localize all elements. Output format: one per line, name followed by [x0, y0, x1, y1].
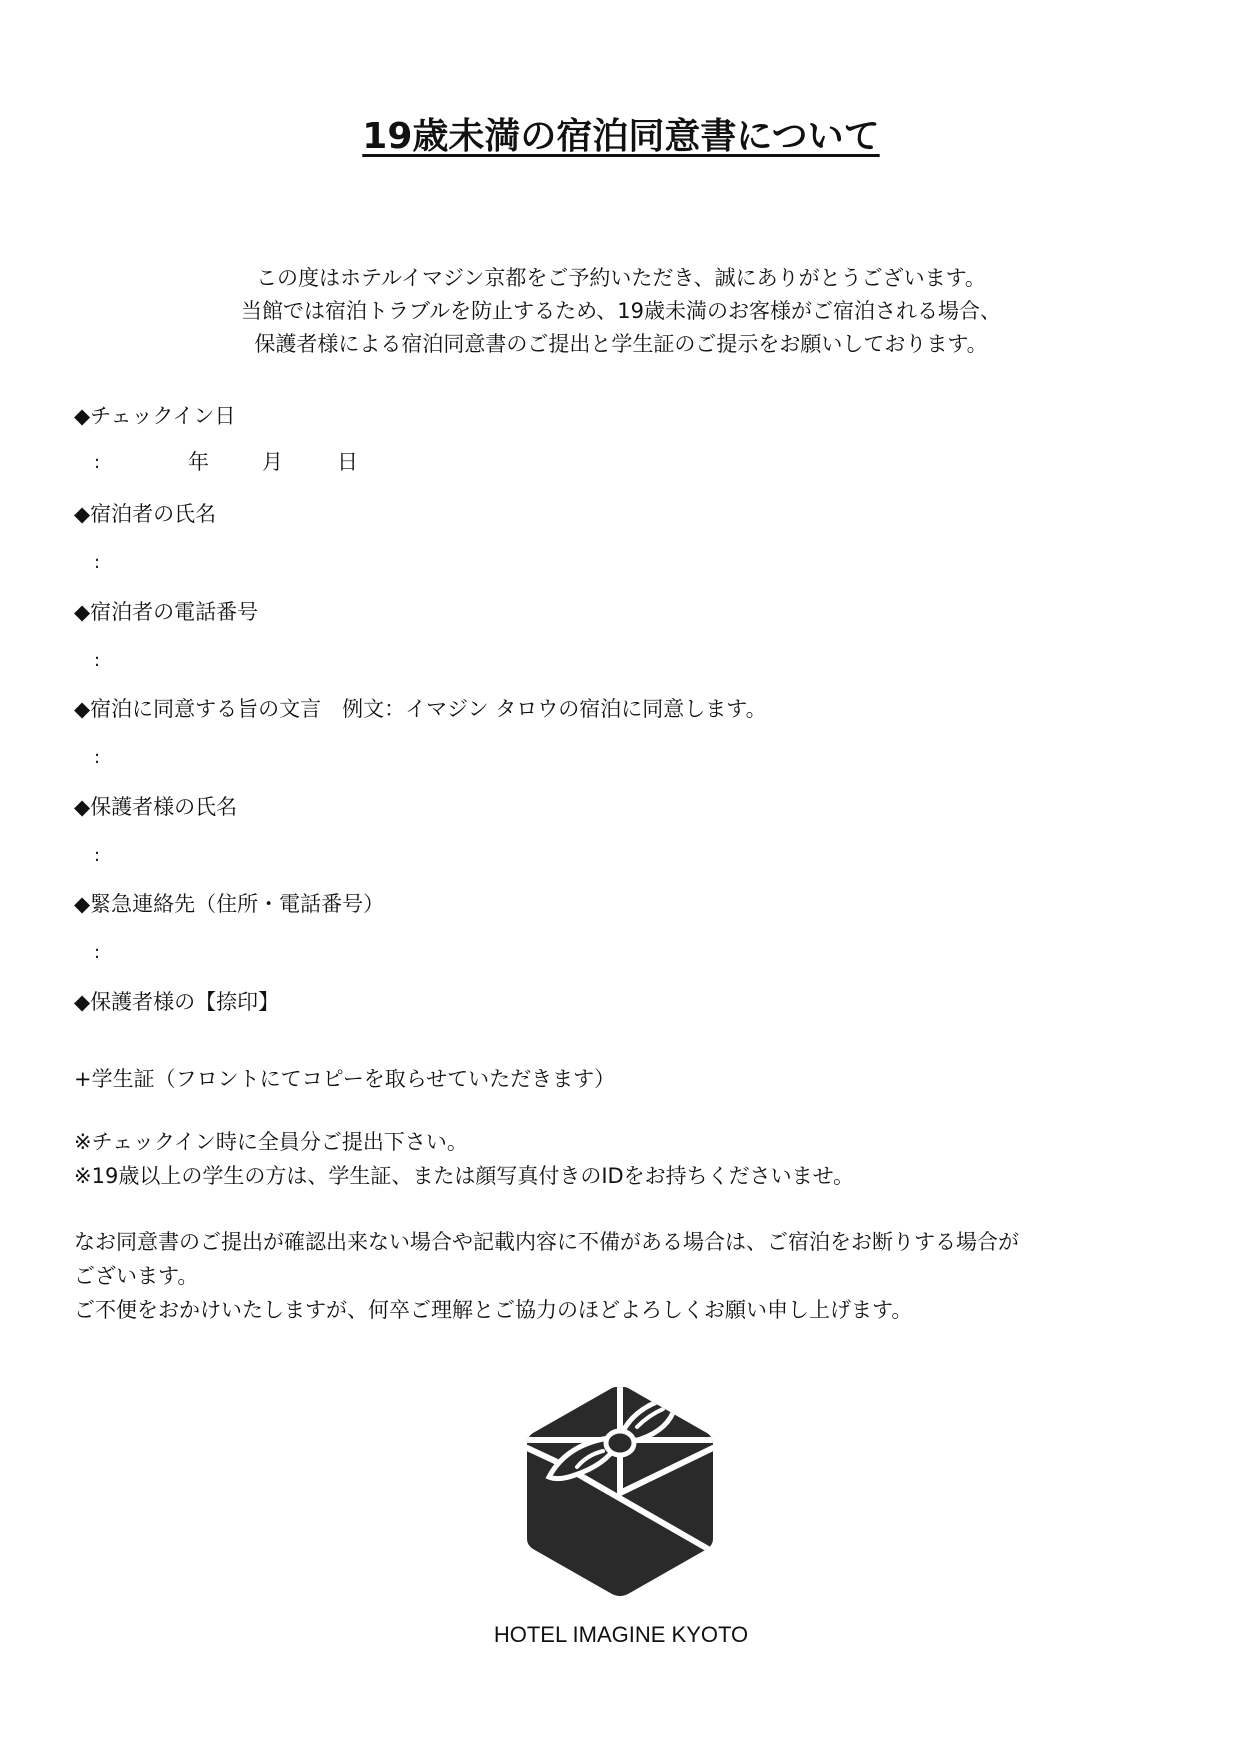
field-colon-consent-statement: :: [94, 747, 101, 768]
date-month-label: 月: [262, 450, 283, 474]
field-colon-checkin-date: :: [94, 452, 101, 473]
field-colon-guardian-name: :: [94, 845, 101, 866]
date-day-label: 日: [337, 450, 358, 474]
page-title-text: 19歳未満の宿泊同意書について: [362, 116, 880, 157]
date-year-label: 年: [188, 450, 209, 474]
closing-line: なお同意書のご提出が確認出来ない場合や記載内容に不備がある場合は、ご宿泊をお断りする場合が: [74, 1230, 1019, 1254]
field-label-checkin-date: ◆チェックイン日: [74, 404, 236, 428]
field-colon-guest-phone: :: [94, 650, 101, 671]
field-label-guest-phone: ◆宿泊者の電話番号: [74, 600, 259, 624]
intro-line: 当館では宿泊トラブルを防止するため、19歳未満のお客様がご宿泊される場合、: [240, 299, 1002, 323]
gift-box-hexagon-logo-icon: [525, 1385, 715, 1597]
closing-line: ご不便をおかけいたしますが、何卒ご理解とご協力のほどよろしくお願い申し上げます。: [74, 1298, 913, 1322]
field-label-guardian-seal: ◆保護者様の【捺印】: [74, 990, 280, 1014]
note-line: ※19歳以上の学生の方は、学生証、または顔写真付きのIDをお持ちくださいませ。: [74, 1164, 855, 1188]
field-label-guardian-name: ◆保護者様の氏名: [74, 795, 238, 819]
field-label-guest-name: ◆宿泊者の氏名: [74, 502, 217, 526]
closing-line: ございます。: [74, 1264, 199, 1288]
intro-line: この度はホテルイマジン京都をご予約いただき、誠にありがとうございます。: [256, 266, 986, 290]
field-label-consent-statement: ◆宿泊に同意する旨の文言 例文：イマジン タロウの宿泊に同意します。: [74, 697, 767, 721]
brand-name: HOTEL IMAGINE KYOTO: [493, 1622, 749, 1647]
field-colon-emergency-contact: :: [94, 942, 101, 963]
field-colon-guest-name: :: [94, 552, 101, 573]
student-id-note: +学生証（フロントにてコピーを取らせていただきます）: [74, 1067, 616, 1091]
field-label-emergency-contact: ◆緊急連絡先（住所・電話番号）: [74, 892, 385, 916]
note-line: ※チェックイン時に全員分ご提出下さい。: [74, 1130, 468, 1154]
intro-paragraph: [0, 262, 1242, 361]
page-title: [0, 112, 1242, 162]
intro-line: 保護者様による宿泊同意書のご提出と学生証のご提示をお願いしております。: [254, 332, 988, 356]
